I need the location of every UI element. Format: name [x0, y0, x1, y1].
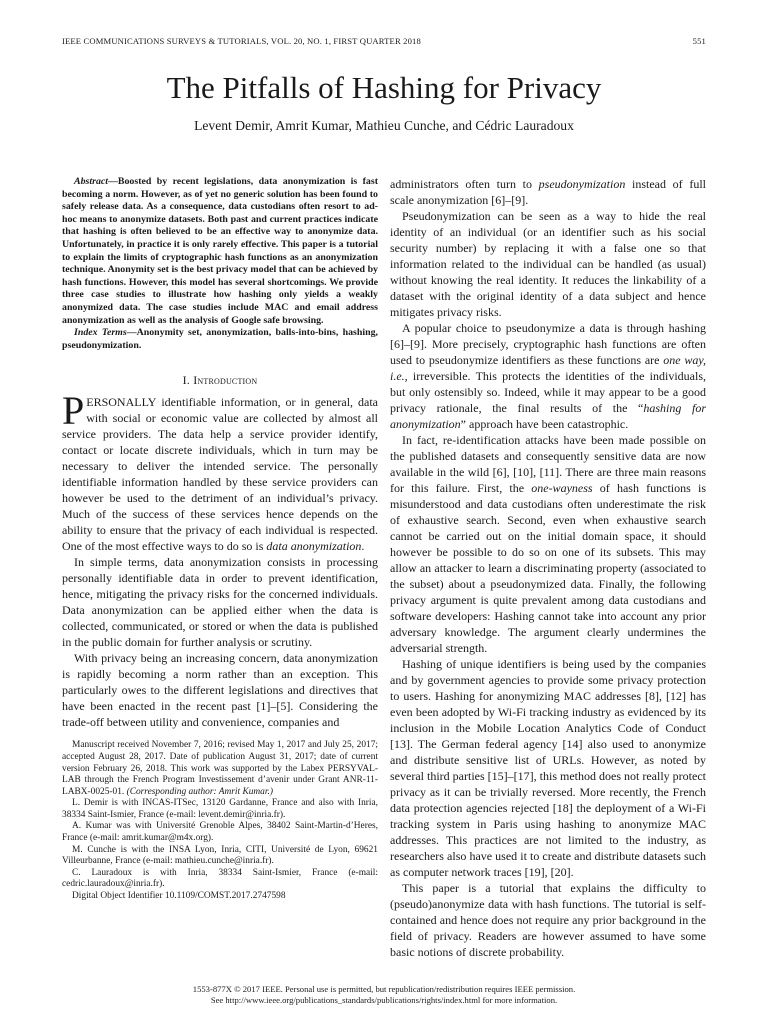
footnote-corresponding: (Corresponding author: Amrit Kumar.) [126, 786, 273, 797]
right-paragraph-3 [390, 432, 706, 656]
footnote-cunche: M. Cunche is with the INSA Lyon, Inria, CITI, Université de Lyon, 69621 Villeurbanne, France (e-mail: mathieu.cunche@inria.fr). [62, 844, 378, 867]
abstract-text: —Boosted by recent legislations, data anonymization is fast becoming a norm. However, as of yet no generic solution has been found to safely release data. As a consequence, data custodians often resort to ad-hoc means to anonymize datasets. Both past and current practices indicate that hashing is often believed to be an effective way to anonymize data. Unfortunately, in practice it is only rarely effective. This paper is a tutorial to explain the limits of cryptographic hash functions as an anonymization technique. Anonymity set is the best privacy model that can be achieved by hash functions. However, this model has several shortcomings. We provide three case studies to illustrate how hashing only yields a weakly anonymized data. The case studies include MAC and email address anonymization as well as the analysis of Google safe browsing. [62, 176, 378, 326]
abstract [62, 176, 378, 327]
author-list: Levent Demir, Amrit Kumar, Mathieu Cunche, and Cédric Lauradoux [194, 118, 574, 133]
right-p2-emphasis-1: one way, i.e., [390, 353, 706, 383]
intro-p1-emphasis: data anonymization [266, 539, 362, 554]
right-paragraph-1: Pseudonymization can be seen as a way to hide the real identity of an individual (or an identifier such as his social security number) by replacing it with a false one so that information related to the individual can be handled (as usual) without knowing the real identity. It reduces the linkability of a dataset with the original identity of a data subject and hence mitigates privacy risks. [390, 209, 706, 319]
left-column [62, 176, 378, 903]
intro-p1-text: identifiable information, or in general, data with social or economic value are collected by almost all service providers. The data help a service provider identify, contact or locate discrete individuals, which in turn may be necessary to deliver the intended service. The personally identifiable information handled by these service providers can however be used to the detriment of an individual’s privacy. Much of the success of these services hence depends on the ability to ensure that the privacy of each individual is respected. One of the most effective ways to do so is [62, 395, 378, 554]
right-column [390, 176, 706, 960]
footnote-lauradoux: C. Lauradoux is with Inria, 38334 Saint-Ismier, France (e-mail: cedric.lauradoux@inria.fr). [62, 867, 378, 890]
right-paragraph-4: Hashing of unique identifiers is being used by the companies and by government agencies to provide some privacy protection to users. Hashing for anonymizing MAC addresses [8], [12] has even been adopted by Wi-Fi tracking industry as evidenced by its inclusion in the Mobile Location Analytics Code of Conduct [13]. The German federal agency [14] also used to anonymize and distribute sensitive list of URLs. However, as noted by several third parties [15]–[17], this method does not really protect privacy as it can be trivially reversed. More recently, the French data protection agencies rejected [18] the deployment of a Wi-Fi tracking system in Paris using hashing to anonymize MAC addresses. This practices are not limited to the industry, as researchers also have used it to create and distribute datasets such as computer network traces [19], [20]. [390, 657, 706, 879]
drop-cap: P [62, 388, 85, 434]
index-terms-text: —Anonymity set, anonymization, balls-into-bins, hashing, pseudonymization. [62, 327, 378, 351]
footnote-doi: Digital Object Identifier 10.1109/COMST.2017.2747598 [72, 891, 286, 902]
right-p0-b: instead of full scale anonymization [6]–[9]. [390, 177, 706, 207]
right-paragraph-2 [390, 320, 706, 432]
intro-caps-word: ERSONALLY [86, 395, 157, 410]
footnote-manuscript-text: Manuscript received November 7, 2016; revised May 1, 2017 and July 25, 2017; accepted August 28, 2017. Date of publication August 31, 2017; date of current version February 26, 2018. This work was supported by the Labex PERSYVAL-LAB through the French Program Investissement d’avenir under Grant ANR-11-LABX-0025-01. [62, 740, 378, 797]
index-terms-lead: Index Terms [74, 327, 127, 339]
right-paragraph-5: This paper is a tutorial that explains the difficulty to (pseudo)anonymize data with hash functions. The tutorial is self-contained and hence does not require any prior background in the field of privacy. Readers are however assumed to have some basic notions of discrete probability. [390, 881, 706, 959]
right-paragraph-0 [390, 176, 706, 208]
right-p0-emphasis: pseudonymization [538, 177, 626, 191]
right-p2-b: irreversible. This protects the identities of the individuals, but only ostensibly so. Indeed, while it may appear to be a good privacy rationale, the final results of the “ [390, 369, 706, 415]
intro-paragraph-2: In simple terms, data anonymization consists in processing personally identifiable data in order to prevent identification, hence, mitigating the privacy risks for the concerned individuals. Data anonymization can be applied either when the data is collected, communicated, or stored or when the data is published in the public domain for further analysis or scrutiny. [62, 555, 378, 650]
paper-title: The Pitfalls of Hashing for Privacy [166, 70, 602, 105]
right-p3-b: of hash functions is misunderstood and data custodians often underestimate the risk of exhaustive search. Second, even when exhaustive search cannot be carried out on the initial domain space, it should however be possible to do so on one of its subsets. This may allow an attacker to learn a discriminating property (associated to the subset) about a pseudonymized data. Finally, the following privacy argument is quite prevalent among data custodians and software developers: Hashing cannot take into account any prior adversary knowledge. The argument clearly undermines the adversarial strength. [390, 481, 707, 655]
section-heading-introduction: I. Introduction [182, 373, 258, 388]
right-p2-emphasis-2: hashing for anonymization [390, 401, 706, 431]
footnote-kumar: A. Kumar was with Université Grenoble Alpes, 38402 Saint-Martin-d’Heres, France (e-mail: amrit.kumar@m4x.org). [62, 821, 378, 844]
index-terms [62, 327, 378, 352]
right-p2-a: A popular choice to pseudonymize a data is through hashing [6]–[9]. More precisely, cryptographic hash functions are often used to pseudonymize identifiers as these functions are [390, 321, 706, 367]
intro-p1-end: . [361, 539, 365, 554]
copyright-line: 1553-877X © 2017 IEEE. Personal use is permitted, but republication/redistribution requires IEEE permission. [192, 984, 576, 994]
intro-paragraph-3: With privacy being an increasing concern, data anonymization is rapidly becoming a norm rather than an exception. This particularly owes to the different legislations and directives that have been enacted in the recent past [1]–[5]. Considering the trade-off between utility and convenience, companies and [62, 651, 378, 730]
page-number: 551 [692, 36, 706, 46]
footnotes [62, 740, 378, 902]
copyright-footer [0, 984, 768, 1006]
right-p2-c: ” approach have been catastrophic. [460, 417, 629, 431]
right-p3-a: In fact, re-identification attacks have been made possible on the published datasets and consequently sensitive data are now available in the wild [6], [10], [11]. There are three main reasons for this failure. First, the [390, 433, 706, 495]
right-p3-emphasis: one-wayness [531, 481, 593, 495]
abstract-lead: Abstract [74, 176, 109, 187]
right-p0-a: administrators often turn to [390, 177, 539, 191]
journal-header: IEEE COMMUNICATIONS SURVEYS & TUTORIALS, VOL. 20, NO. 1, FIRST QUARTER 2018 [62, 36, 421, 46]
intro-paragraph-1 [62, 388, 378, 554]
footnote-manuscript [62, 740, 378, 798]
footnote-demir: L. Demir is with INCAS-ITSec, 13120 Gardanne, France and also with Inria, 38334 Saint-Ismier, France (e-mail: levent.demir@inria.fr). [62, 798, 378, 820]
rights-url-line: See http://www.ieee.org/publications_standards/publications/rights/index.html for more information. [210, 995, 558, 1005]
running-head [62, 36, 706, 50]
